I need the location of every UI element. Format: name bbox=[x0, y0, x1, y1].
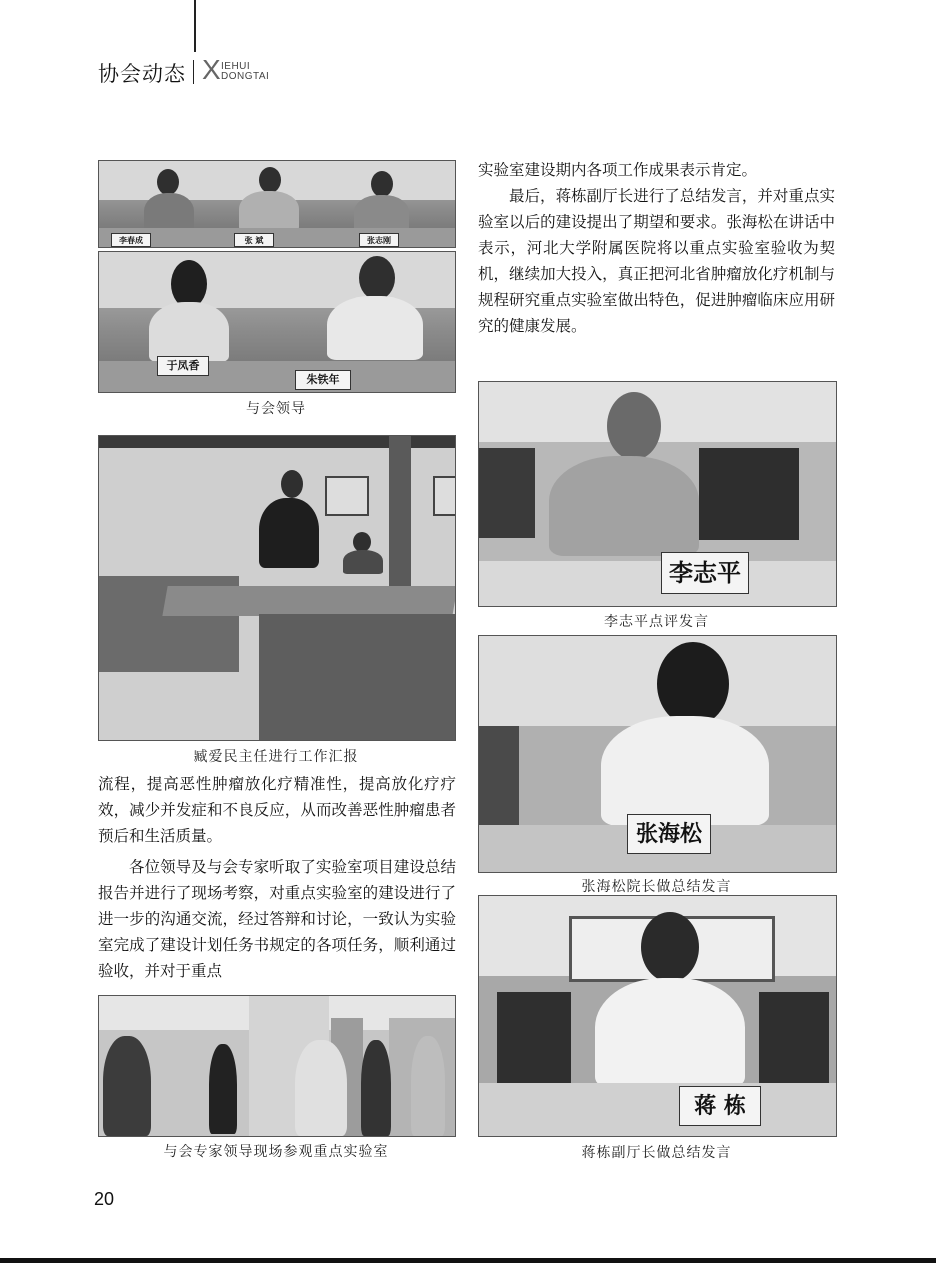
left-paragraph-2: 各位领导及与会专家听取了实验室项目建设总结报告并进行了现场考察，对重点实验室的建设进行了进一步的沟通交流，经过答辩和讨论，一致认为实验室完成了建设计划任务书规定的各项任务，顺利通过验收，并对于重点 bbox=[98, 858, 456, 980]
photo-zhang-haisong bbox=[478, 635, 837, 873]
nameplate: 李春成 bbox=[111, 233, 151, 247]
section-subtitle-line1: IEHUI bbox=[221, 61, 251, 72]
header-rule bbox=[194, 0, 196, 52]
nameplate: 张 斌 bbox=[234, 233, 274, 247]
section-logo-letter: X bbox=[202, 54, 221, 85]
bottom-bar bbox=[0, 1258, 936, 1263]
nameplate: 李志平 bbox=[661, 552, 749, 594]
right-paragraph-1: 实验室建设期内各项工作成果表示肯定。 bbox=[478, 161, 758, 179]
nameplate: 于凤香 bbox=[157, 356, 209, 376]
photo-jiang-dong bbox=[478, 895, 837, 1137]
photo-leaders-row2 bbox=[98, 251, 456, 393]
photo-work-report bbox=[98, 435, 456, 741]
header-divider bbox=[193, 60, 194, 84]
photo-lab-visit bbox=[98, 995, 456, 1137]
section-subtitle-line2: DONGTAI bbox=[221, 71, 270, 82]
caption-leaders: 与会领导 bbox=[246, 401, 306, 417]
nameplate: 张志刚 bbox=[359, 233, 399, 247]
nameplate: 朱铁年 bbox=[295, 370, 351, 390]
nameplate: 蒋 栋 bbox=[679, 1086, 761, 1126]
caption-lab-visit: 与会专家领导现场参观重点实验室 bbox=[163, 1144, 389, 1160]
left-paragraph-1: 流程，提高恶性肿瘤放化疗精准性，提高放化疗疗效，减少并发症和不良反应，从而改善恶性肿瘤患者预后和生活质量。 bbox=[98, 775, 456, 845]
caption-li-zhiping: 李志平点评发言 bbox=[604, 614, 709, 630]
nameplate: 张海松 bbox=[627, 814, 711, 854]
section-title: 协会动态 bbox=[98, 62, 186, 86]
caption-jiang-dong: 蒋栋副厅长做总结发言 bbox=[581, 1145, 732, 1161]
page-number: 20 bbox=[94, 1189, 115, 1209]
caption-zhang-haisong: 张海松院长做总结发言 bbox=[581, 879, 732, 895]
right-paragraph-2: 最后，蒋栋副厅长进行了总结发言，并对重点实验室以后的建设提出了期望和要求。张海松在讲话中表示，河北大学附属医院将以重点实验室验收为契机，继续加大投入，真正把河北省肿瘤放化疗机制与规程研究重点实验室做出特色，促进肿瘤临床应用研究的健康发展。 bbox=[478, 187, 835, 335]
photo-leaders-row1 bbox=[98, 160, 456, 248]
caption-work-report: 臧爱民主任进行工作汇报 bbox=[193, 749, 359, 765]
photo-li-zhiping bbox=[478, 381, 837, 607]
